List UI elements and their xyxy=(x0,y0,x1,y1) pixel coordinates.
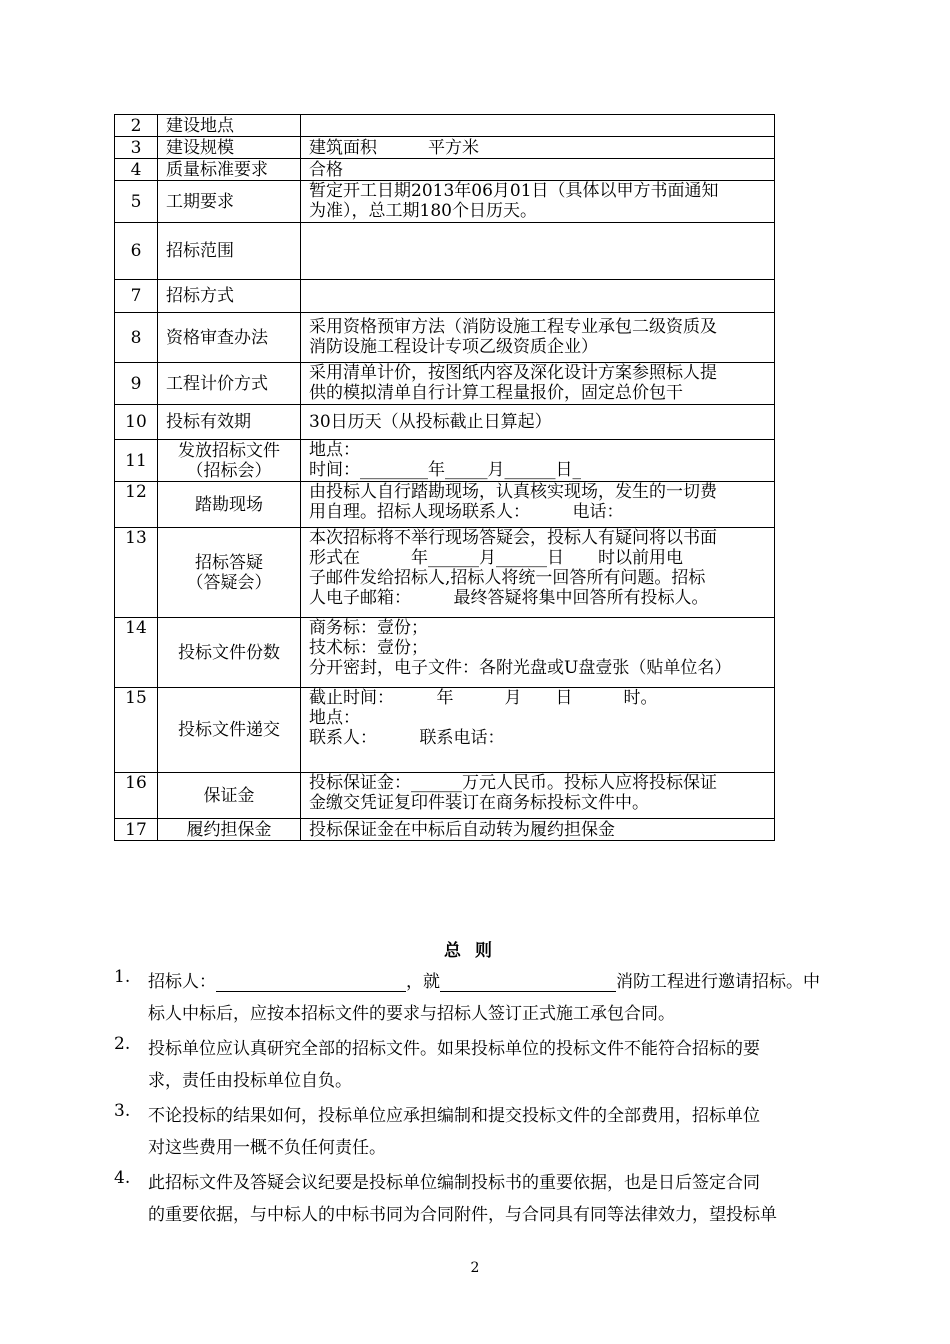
table-row xyxy=(115,688,775,773)
row-number: 17 xyxy=(115,819,158,841)
row-number: 6 xyxy=(115,223,158,280)
row-label: 工期要求 xyxy=(158,181,301,223)
page-number: 2 xyxy=(470,1260,480,1276)
row-content: 暂定开工日期2013年06月01日（具体以甲方书面通知 为准），总工期180个日历天。 xyxy=(301,181,775,223)
row-content: 采用资格预审方法（消防设施工程专业承包二级资质及 消防设施工程设计专项乙级资质企业） xyxy=(301,313,775,363)
row-content: 采用清单计价，按图纸内容及深化设计方案参照标人提 供的模拟清单自行计算工程量报价，固定总价包干 xyxy=(301,363,775,405)
row-number: 14 xyxy=(115,618,158,688)
row-content: 投标保证金在中标后自动转为履约担保金 xyxy=(301,819,775,841)
table-row xyxy=(115,115,775,137)
row-label: 建设规模 xyxy=(158,137,301,159)
row-content: 投标保证金：______万元人民币。投标人应将投标保证 金缴交凭证复印件装订在商务标投标文件中。 xyxy=(301,773,775,819)
row-content: 30日历天（从投标截止日算起） xyxy=(301,405,775,440)
row-number: 7 xyxy=(115,280,158,313)
row-label: 投标文件递交 xyxy=(158,688,301,773)
row-label: 工程计价方式 xyxy=(158,363,301,405)
paragraph-2 xyxy=(114,1034,836,1094)
row-number: 5 xyxy=(115,181,158,223)
table-row xyxy=(115,181,775,223)
paragraph-line: 不论投标的结果如何，投标单位应承担编制和提交投标文件的全部费用，招标单位 xyxy=(148,1106,760,1126)
blank-underline xyxy=(216,975,406,992)
paragraph-number: 3. xyxy=(114,1101,131,1121)
blank-underline xyxy=(440,975,616,992)
row-label: 招标方式 xyxy=(158,280,301,313)
row-number: 9 xyxy=(115,363,158,405)
row-content: 商务标：壹份； 技术标：壹份； 分开密封，电子文件：各附光盘或U盘壹张（贴单位名） xyxy=(301,618,775,688)
row-number: 8 xyxy=(115,313,158,363)
table-row xyxy=(115,440,775,482)
row-label: 保证金 xyxy=(158,773,301,819)
paragraph-line: 投标单位应认真研究全部的招标文件。如果投标单位的投标文件不能符合招标的要 xyxy=(148,1039,760,1059)
section-title: 总则 xyxy=(444,941,506,961)
paragraph-1 xyxy=(114,967,836,1027)
table-row xyxy=(115,819,775,841)
table-row xyxy=(115,773,775,819)
table-row xyxy=(115,137,775,159)
paragraph-3 xyxy=(114,1101,836,1161)
row-label: 发放招标文件 （招标会） xyxy=(158,440,301,482)
row-label: 投标有效期 xyxy=(158,405,301,440)
row-content: 合格 xyxy=(301,159,775,181)
row-label: 招标答疑 （答疑会） xyxy=(158,528,301,618)
row-content: 本次招标将不举行现场答疑会，投标人有疑问将以书面 形式在 年______月______日 时以前用电 子邮件发给招标人,招标人将统一回答所有问题。招标 人电子邮箱： 最终答疑将集中回答所有投标人。 xyxy=(301,528,775,618)
paragraph-line: 此招标文件及答疑会议纪要是投标单位编制投标书的重要依据，也是日后签定合同 xyxy=(148,1173,760,1193)
table-row xyxy=(115,528,775,618)
paragraph-line: 的重要依据，与中标人的中标书同为合同附件，与合同具有同等法律效力，望投标单 xyxy=(148,1205,777,1225)
table-row xyxy=(115,618,775,688)
row-content xyxy=(301,223,775,280)
row-number: 11 xyxy=(115,440,158,482)
row-label: 建设地点 xyxy=(158,115,301,137)
row-content xyxy=(301,115,775,137)
table-row xyxy=(115,482,775,528)
row-content: 建筑面积 平方米 xyxy=(301,137,775,159)
row-content: 截止时间： 年 月 日 时。 地点： 联系人： 联系电话： xyxy=(301,688,775,773)
row-number: 4 xyxy=(115,159,158,181)
table-row xyxy=(115,159,775,181)
paragraph-line: 对这些费用一概不负任何责任。 xyxy=(148,1138,386,1158)
paragraph-line: 标人中标后，应按本招标文件的要求与招标人签订正式施工承包合同。 xyxy=(148,1004,675,1024)
row-label: 投标文件份数 xyxy=(158,618,301,688)
row-label: 踏勘现场 xyxy=(158,482,301,528)
row-number: 15 xyxy=(115,688,158,773)
row-label: 招标范围 xyxy=(158,223,301,280)
row-label: 资格审查办法 xyxy=(158,313,301,363)
row-number: 16 xyxy=(115,773,158,819)
table-row xyxy=(115,363,775,405)
row-number: 12 xyxy=(115,482,158,528)
row-content: 由投标人自行踏勘现场，认真核实现场，发生的一切费 用自理。招标人现场联系人： 电话： xyxy=(301,482,775,528)
row-number: 13 xyxy=(115,528,158,618)
row-number: 2 xyxy=(115,115,158,137)
table-row xyxy=(115,223,775,280)
bid-info-table xyxy=(114,114,775,841)
paragraph-number: 4. xyxy=(114,1168,131,1188)
paragraph-number: 2. xyxy=(114,1034,131,1054)
table-row xyxy=(115,280,775,313)
row-content: 地点： 时间：________年_____月______日_ xyxy=(301,440,775,482)
row-number: 10 xyxy=(115,405,158,440)
paragraph-4 xyxy=(114,1168,836,1228)
row-number: 3 xyxy=(115,137,158,159)
table-row xyxy=(115,405,775,440)
paragraph-line: 求，责任由投标单位自负。 xyxy=(148,1071,352,1091)
paragraph-number: 1. xyxy=(114,967,131,987)
paragraph-line: 招标人： ，就 消防工程进行邀请招标。中 xyxy=(148,972,820,992)
row-content xyxy=(301,280,775,313)
row-label: 质量标准要求 xyxy=(158,159,301,181)
table-row xyxy=(115,313,775,363)
row-label: 履约担保金 xyxy=(158,819,301,841)
